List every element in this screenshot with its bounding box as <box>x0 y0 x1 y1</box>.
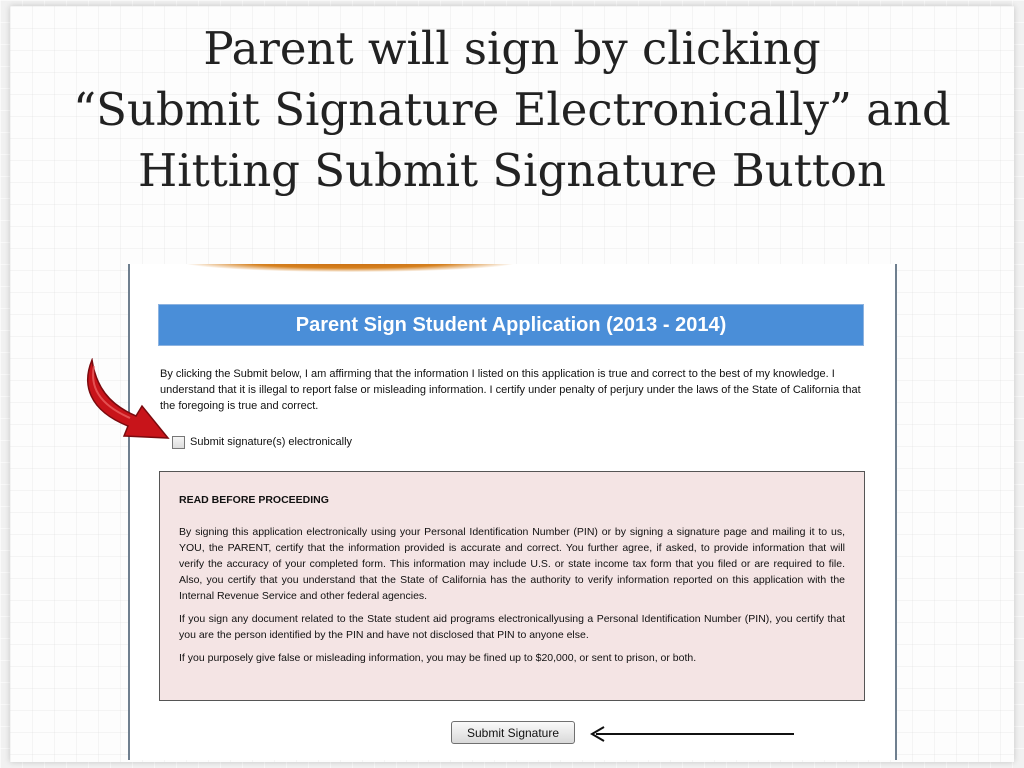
read-before-proceeding-notice <box>159 471 865 701</box>
electronic-signature-option[interactable] <box>172 434 352 450</box>
submit-electronically-label[interactable]: Submit signature(s) electronically <box>190 436 353 448</box>
application-header: Parent Sign Student Application (2013 - 2014) <box>158 304 864 346</box>
slide-title-line-2: “Submit Signature Electronically” and <box>73 83 951 136</box>
notice-paragraph-state-aid: If you sign any document related to the State student aid programs electronicallyusing a Personal Identification Number (PIN), you certify that you are the person identified by the PIN and have not disclosed that PIN to anyone else. <box>179 613 845 641</box>
submit-electronically-checkbox[interactable] <box>172 436 185 449</box>
slide-title <box>60 18 964 201</box>
embedded-screenshot <box>128 264 897 760</box>
submit-signature-button[interactable]: Submit Signature <box>451 721 575 744</box>
affirmation-text: By clicking the Submit below, I am affirming that the information I listed on this application is true and correct to the best of my knowledge. I understand that it is illegal to report false or misleading information. I certify under penalty of perjury under the laws of the State of California that the foregoing is true and correct. <box>160 368 861 412</box>
left-arrow-icon <box>588 724 798 744</box>
red-curved-arrow-icon <box>78 358 170 448</box>
slide-title-line-1: Parent will sign by clicking <box>203 22 821 75</box>
notice-paragraph-pin: By signing this application electronically using your Personal Identification Number (PIN) or by signing a signature page and mailing it to us, YOU, the PARENT, certify that the information provided is accurate and correct. You further agree, if asked, to provide information that will verify the accuracy of your completed form. This information may include U.S. or state income tax form that you filed or are required to file. Also, you certify that you understand that the State of California has the authority to verify information reported on this application with the Internal Revenue Service and other federal agencies. <box>179 526 845 602</box>
slide-title-line-3: Hitting Submit Signature Button <box>138 144 886 197</box>
notice-paragraph-penalty: If you purposely give false or misleading information, you may be fined up to $20,000, or sent to prison, or both. <box>179 652 697 664</box>
orange-swoosh-decoration <box>180 264 520 272</box>
notice-heading: READ BEFORE PROCEEDING <box>179 494 329 506</box>
